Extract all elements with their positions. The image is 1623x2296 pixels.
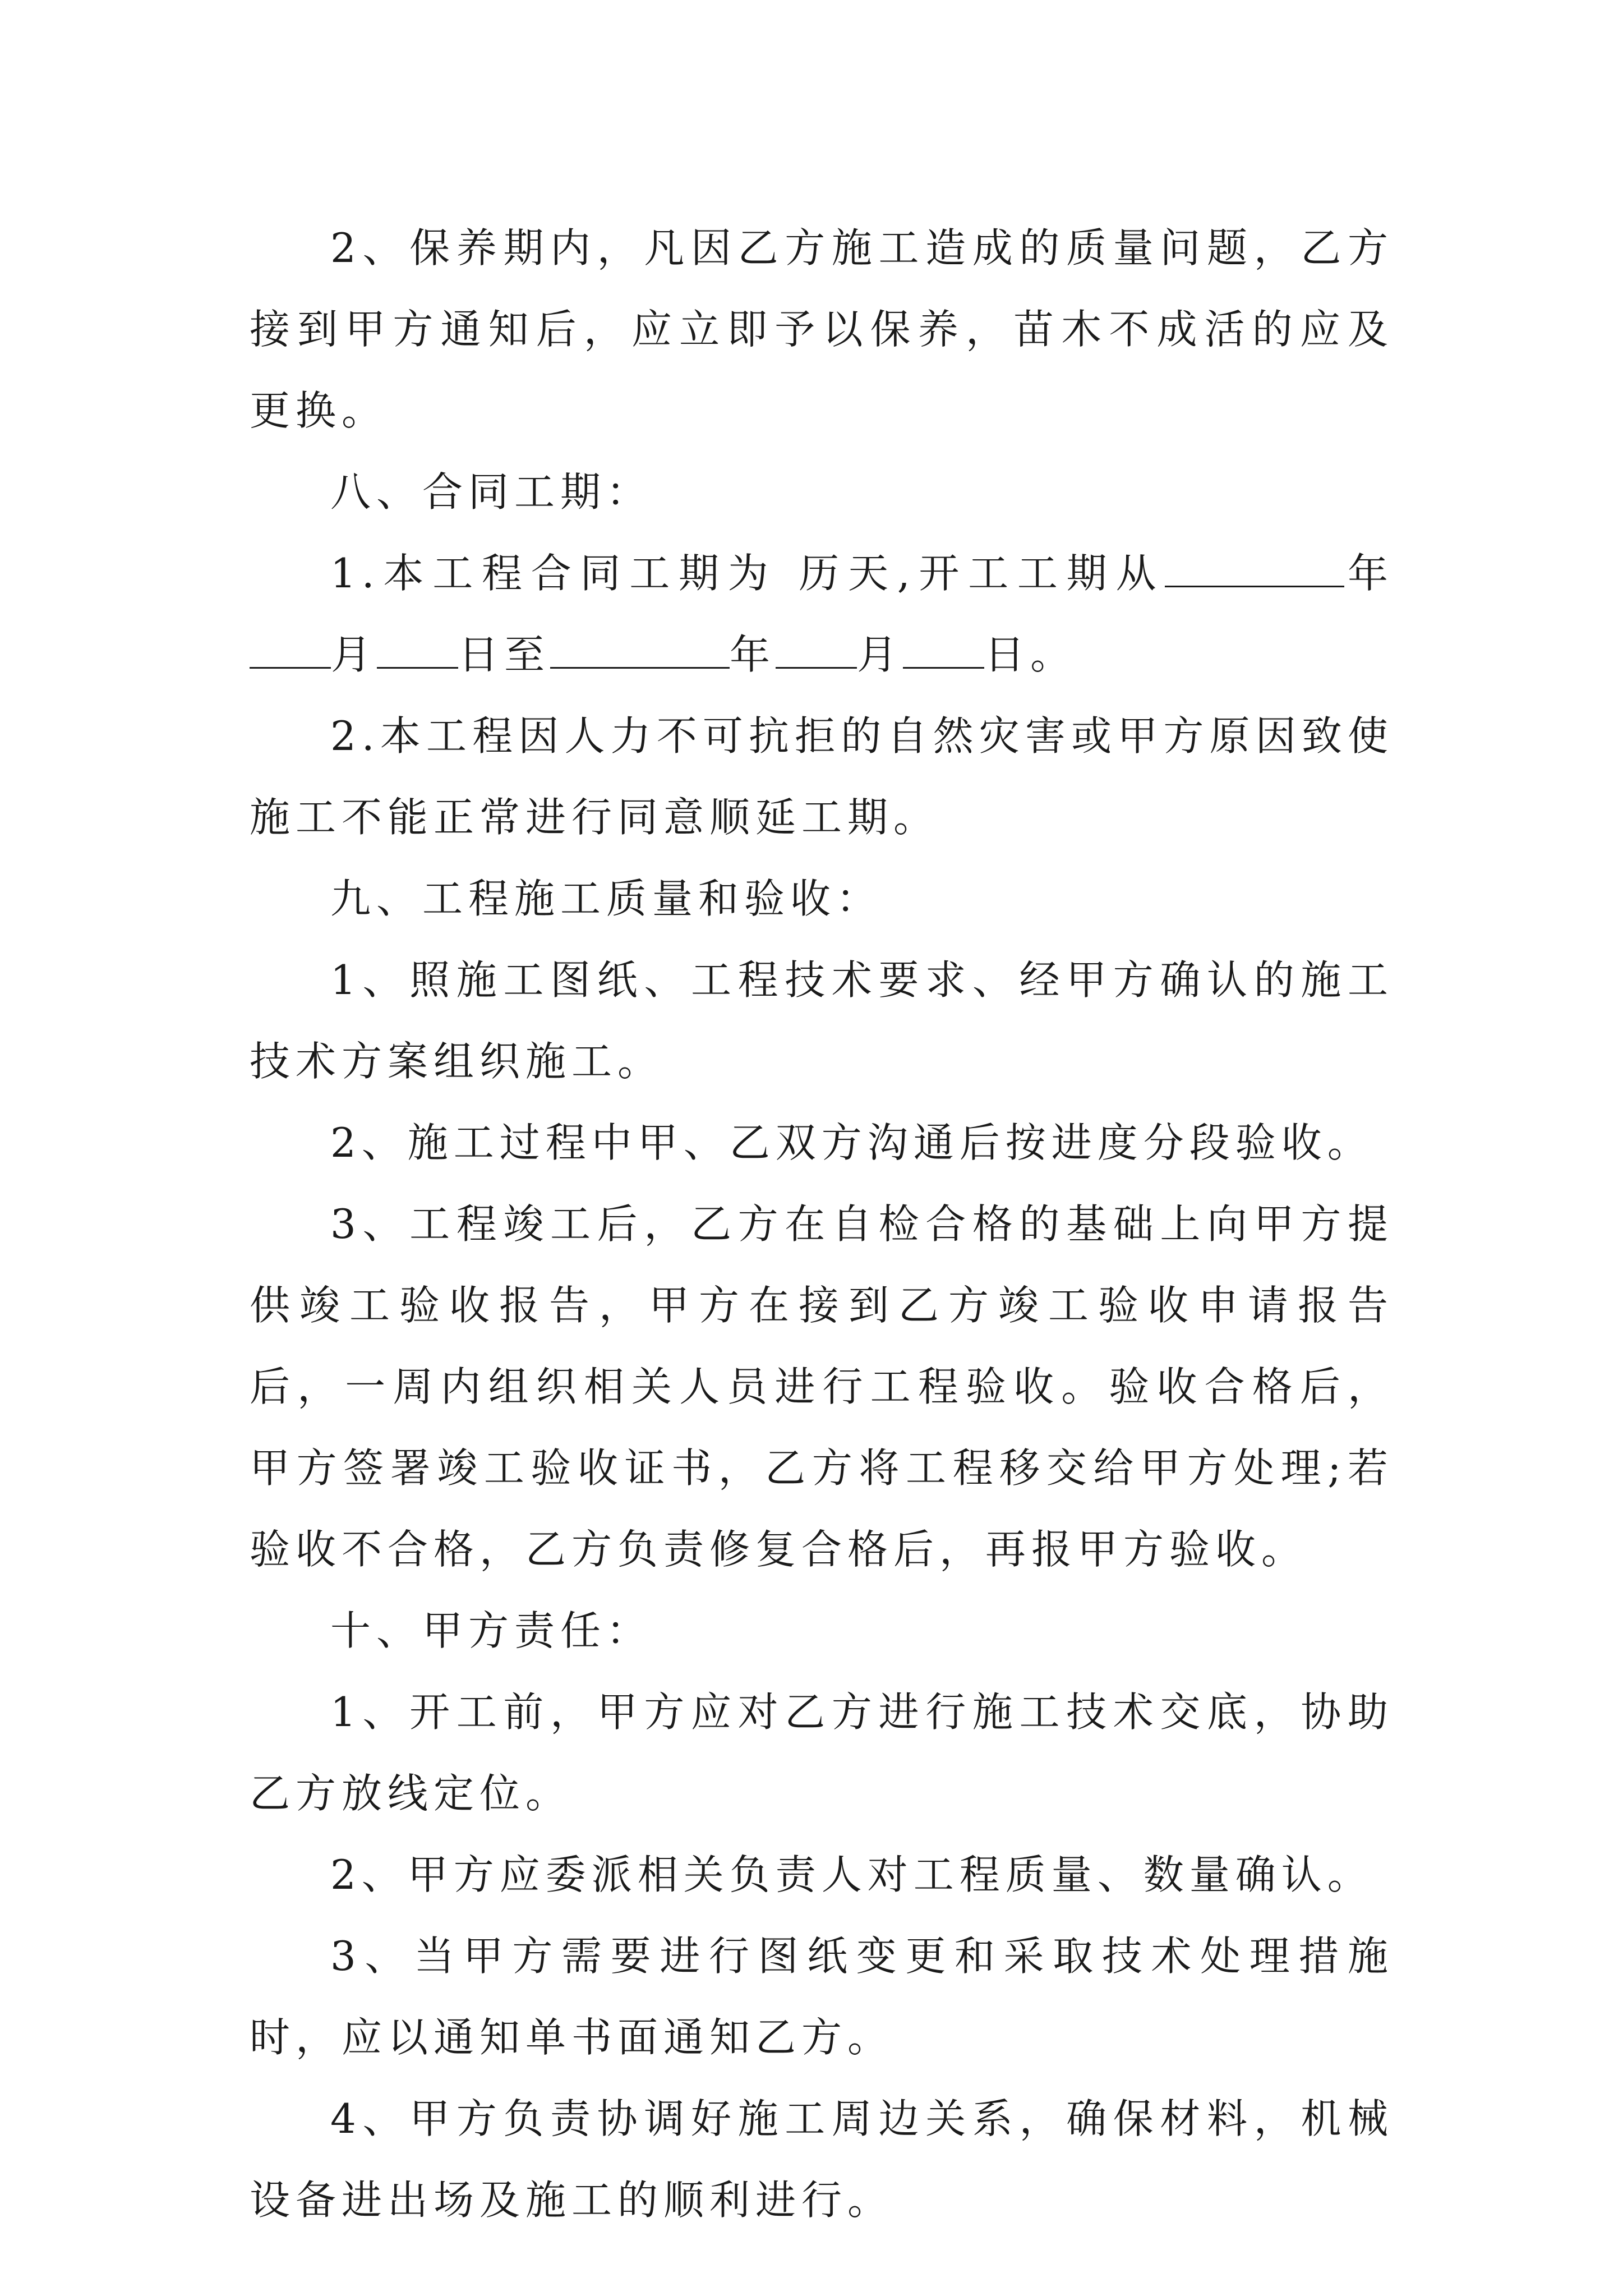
blank-end-day: [903, 632, 984, 669]
label-month: 月: [331, 631, 377, 678]
section-heading-quality-acceptance: 九、工程施工质量和验收：: [330, 875, 883, 922]
section-heading-contract-period: 八、合同工期：: [330, 468, 653, 516]
paragraph-quality-confirmation: 2、甲方应委派相关负责人对工程质量、数量确认。: [330, 1851, 1373, 1898]
label-day-end: 日。: [984, 631, 1077, 678]
blank-start-day: [377, 632, 458, 669]
paragraph-technical-briefing: 1、开工前，甲方应对乙方进行施工技术交底，协助乙方放线定位。: [250, 1688, 1394, 1817]
paragraph-construction-plan: 1、照施工图纸、工程技术要求、经甲方确认的施工技术方案组织施工。: [250, 956, 1394, 1085]
blank-end-month: [776, 632, 857, 669]
label-month-end: 月: [857, 631, 903, 678]
paragraph-contract-period: [250, 533, 1394, 696]
label-year-end: 年: [730, 631, 776, 678]
paragraph-extension: 2.本工程因人力不可抗拒的自然灾害或甲方原因致使施工不能正常进行同意顺延工期。: [250, 712, 1394, 841]
paragraph-drawing-changes: 3、当甲方需要进行图纸变更和采取技术处理措施时，应以通知单书面通知乙方。: [250, 1932, 1394, 2061]
blank-start-year: [1165, 551, 1344, 587]
paragraph-maintenance-quality: 2、保养期内，凡因乙方施工造成的质量问题，乙方接到甲方通知后，应立即予以保养，苗木不成活的应及更换。: [250, 224, 1394, 434]
paragraph-site-coordination: 4、甲方负责协调好施工周边关系，确保材料，机械设备进出场及施工的顺利进行。: [250, 2095, 1394, 2224]
section-heading-party-a-duties: 十、甲方责任：: [330, 1607, 653, 1654]
blank-end-year: [550, 632, 730, 669]
paragraph-completion-acceptance: 3、工程竣工后，乙方在自检合格的基础上向甲方提供竣工验收报告，甲方在接到乙方竣工验收申请报告后，一周内组织相关人员进行工程验收。验收合格后，甲方签署竣工验收证书，乙方将工程移交给甲方处理;若验收不合格，乙方负责修复合格后，再报甲方验收。: [250, 1200, 1394, 1573]
document-body: [250, 208, 1394, 2241]
label-day-to: 日至: [458, 631, 551, 678]
blank-start-month: [250, 632, 331, 669]
paragraph-staged-acceptance: 2、施工过程中甲、乙双方沟通后按进度分段验收。: [330, 1119, 1373, 1166]
label-year: 年: [1344, 550, 1394, 597]
contract-period-text: 1.本工程合同工期为 历天,开工工期从: [330, 550, 1165, 597]
